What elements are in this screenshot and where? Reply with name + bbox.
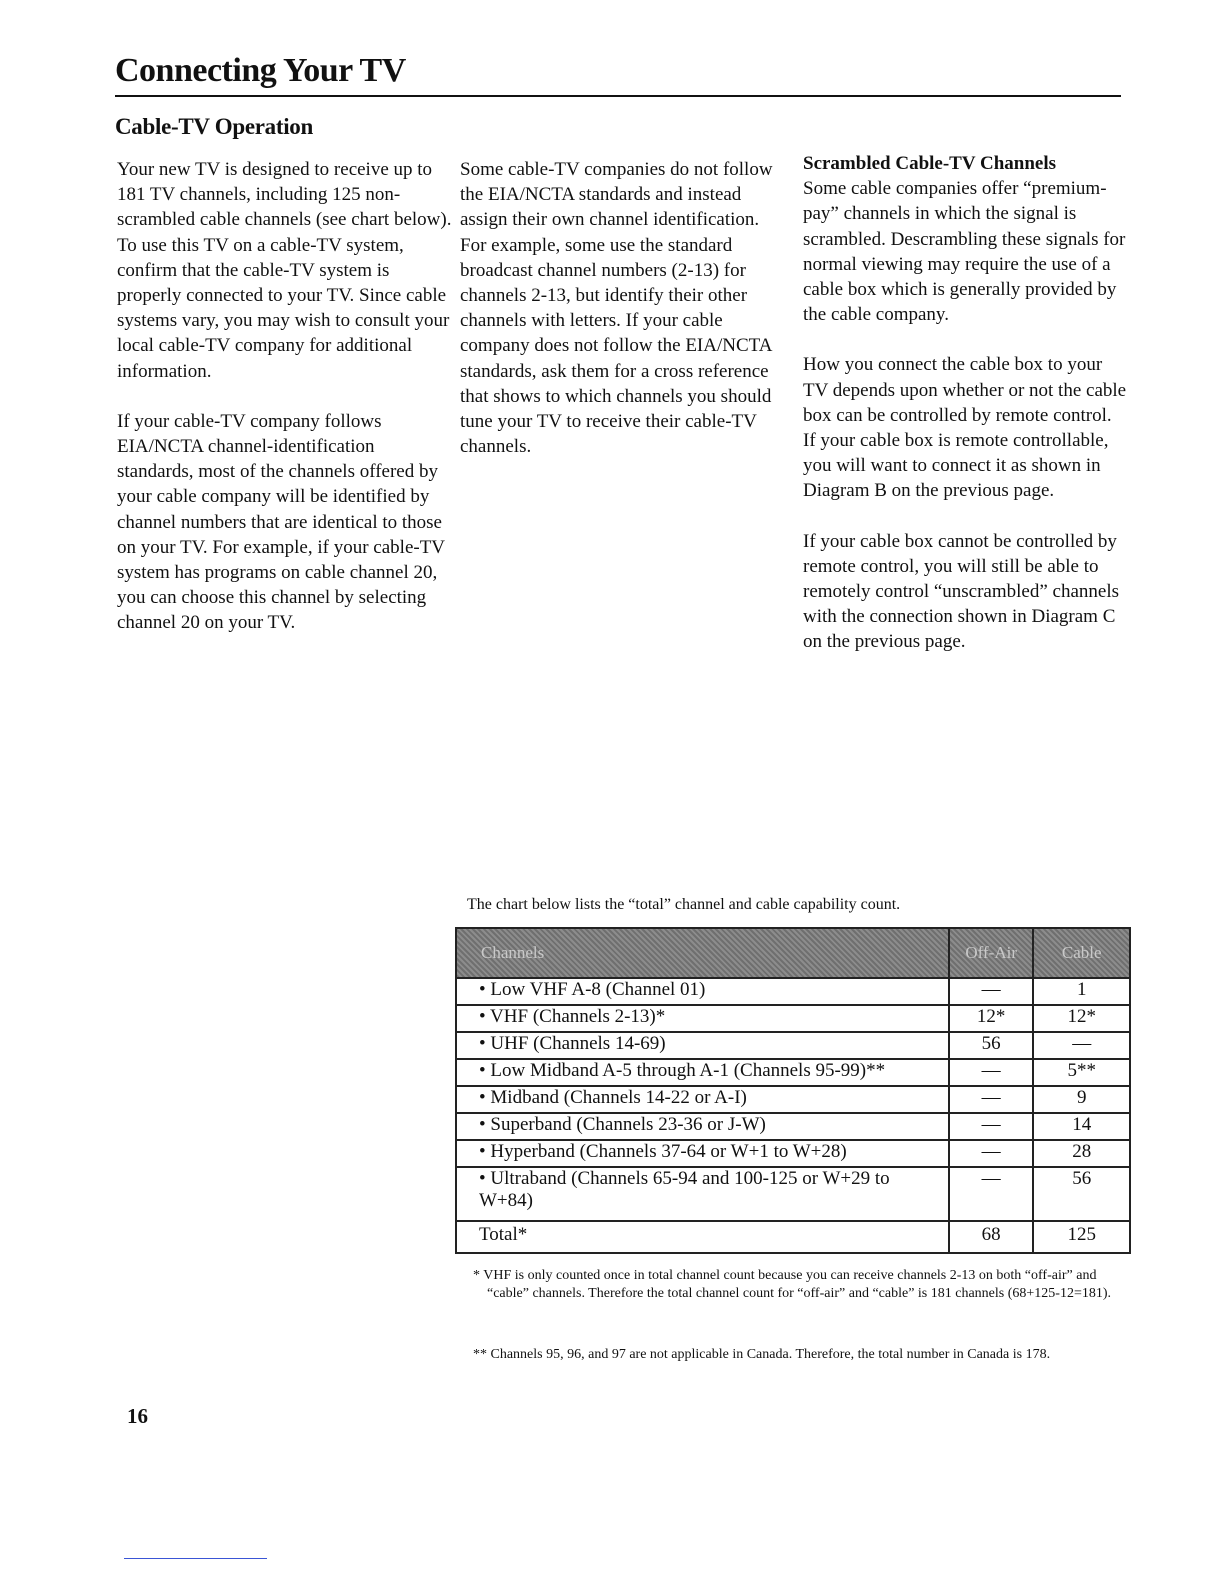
- paragraph: Some cable-TV companies do not follow the EIA/NCTA standards and instead assign their own channel identification. For example, some use the standard broadcast channel numbers (2-13) for channels 2-13, but identify their other channels with letters. If your cable company does not follow the EIA/NCTA standards, ask them for a cross reference that shows to which channels you should tune your TV to receive their cable-TV channels.: [460, 159, 773, 458]
- table-header-row: [456, 928, 1130, 978]
- paragraph: How you connect the cable box to your TV depends upon whether or not the cable box can be controlled by remote control. If your cable box is remote controllable, you will want to connect it as shown in Diagram B on the previous page.: [803, 354, 1127, 502]
- scrambled-channels-heading: Scrambled Cable-TV Channels: [803, 153, 1057, 174]
- row-label: • Midband (Channels 14-22 or A-I): [456, 1086, 949, 1113]
- row-label: • Low VHF A-8 (Channel 01): [456, 978, 949, 1005]
- row-label: • Ultraband (Channels 65-94 and 100-125 or W+29 to W+84): [456, 1167, 949, 1221]
- table-row: [456, 1005, 1130, 1032]
- paragraph: If your cable-TV company follows EIA/NCTA channel-identification standards, most of the channels offered by your cable company will be identified by channel numbers that are identical to those on your TV. For example, if your cable-TV system has programs on cable channel 20, you can choose this channel by selecting channel 20 on your TV.: [117, 410, 445, 634]
- paragraph: If your cable box cannot be controlled by remote control, you will still be able to remotely control “unscrambled” channels with the connection shown in Diagram C on the previous page.: [803, 530, 1120, 653]
- row-off-air: —: [949, 1086, 1034, 1113]
- channel-count-table: [455, 927, 1131, 1254]
- total-cable: 125: [1033, 1221, 1130, 1253]
- row-cable: 12*: [1033, 1005, 1130, 1032]
- table-row: [456, 978, 1130, 1005]
- title-rule: [115, 95, 1121, 97]
- table-row: [456, 1032, 1130, 1059]
- footnote-canada: ** Channels 95, 96, and 97 are not applicable in Canada. Therefore, the total number in Canada is 178.: [473, 1347, 1051, 1362]
- row-off-air: —: [949, 1113, 1034, 1140]
- row-label: • Hyperband (Channels 37-64 or W+1 to W+28): [456, 1140, 949, 1167]
- row-cable: 1: [1033, 978, 1130, 1005]
- row-cable: 5**: [1033, 1059, 1130, 1086]
- column-3: [803, 151, 1128, 680]
- row-off-air: 12*: [949, 1005, 1034, 1032]
- chart-intro: The chart below lists the “total” channel and cable capability count.: [467, 896, 901, 913]
- footnote-vhf: * VHF is only counted once in total channel count because you can receive channels 2-13 on both “off-air” and “cable” channels. Therefore the total channel count for “off-air” and “cable” is 181 channels (68+125-12=181).: [473, 1268, 1112, 1301]
- row-cable: —: [1033, 1032, 1130, 1059]
- table-row: [456, 1167, 1130, 1221]
- column-1: [117, 157, 452, 661]
- section-heading: Cable-TV Operation: [115, 114, 313, 139]
- total-off-air: 68: [949, 1221, 1034, 1253]
- table-total-row: [456, 1221, 1130, 1253]
- header-off-air: Off-Air: [949, 928, 1034, 978]
- total-label: Total*: [456, 1221, 949, 1253]
- table-row: [456, 1140, 1130, 1167]
- row-off-air: —: [949, 1167, 1034, 1221]
- row-label: • VHF (Channels 2-13)*: [456, 1005, 949, 1032]
- header-cable: Cable: [1033, 928, 1130, 978]
- row-off-air: —: [949, 1059, 1034, 1086]
- header-channels: Channels: [456, 928, 949, 978]
- row-cable: 9: [1033, 1086, 1130, 1113]
- row-cable: 56: [1033, 1167, 1130, 1221]
- page-number: 16: [127, 1404, 148, 1428]
- row-off-air: —: [949, 1140, 1034, 1167]
- bottom-rule: [124, 1558, 267, 1559]
- table-row: [456, 1059, 1130, 1086]
- row-off-air: —: [949, 978, 1034, 1005]
- paragraph: Your new TV is designed to receive up to 181 TV channels, including 125 non-scrambled cable channels (see chart below). To use this TV on a cable-TV system, confirm that the cable-TV system is properly connected to your TV. Since cable systems vary, you may wish to consult your local cable-TV company for additional information.: [117, 159, 452, 382]
- page-title: Connecting Your TV: [115, 52, 406, 89]
- row-label: • Low Midband A-5 through A-1 (Channels 95-99)**: [456, 1059, 949, 1086]
- paragraph: Some cable companies offer “premium-pay” channels in which the signal is scrambled. Descrambling these signals for normal viewing may require the use of a cable box which is generally provided by the cable company.: [803, 178, 1126, 326]
- table-row: [456, 1113, 1130, 1140]
- row-label: • Superband (Channels 23-36 or J-W): [456, 1113, 949, 1140]
- row-cable: 28: [1033, 1140, 1130, 1167]
- row-off-air: 56: [949, 1032, 1034, 1059]
- row-cable: 14: [1033, 1113, 1130, 1140]
- table-row: [456, 1086, 1130, 1113]
- column-2: [460, 157, 790, 484]
- row-label: • UHF (Channels 14-69): [456, 1032, 949, 1059]
